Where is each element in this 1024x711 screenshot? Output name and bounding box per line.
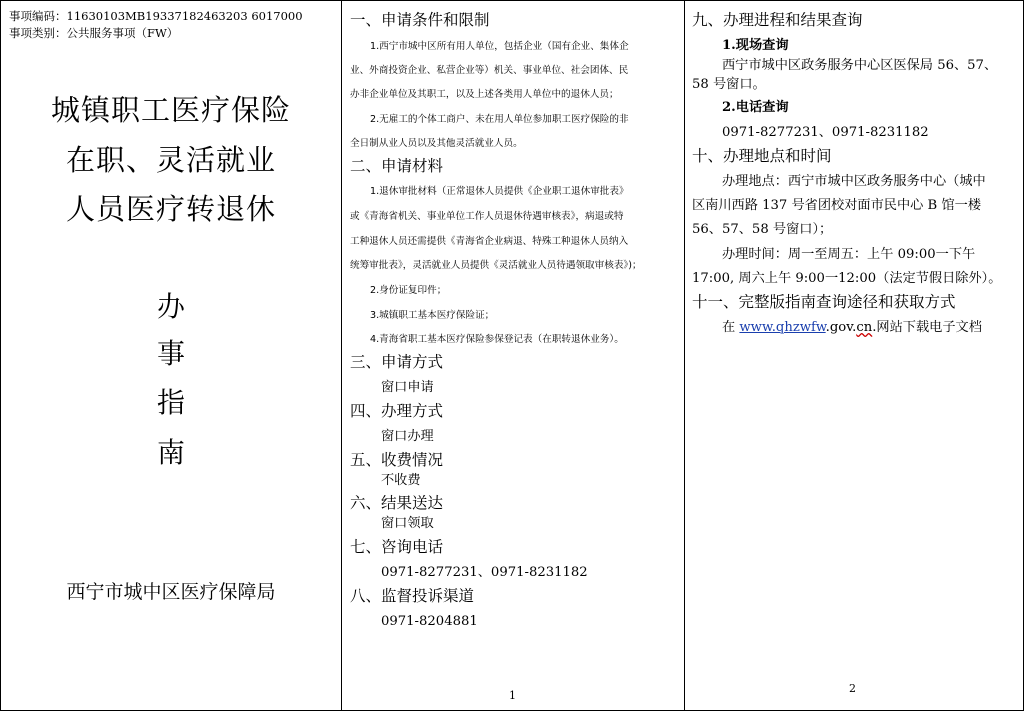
s10-line-2: 区南川西路 137 号省团校对面市民中心 B 馆一楼 xyxy=(692,198,982,213)
item-type-value: 公共服务事项（FW） xyxy=(66,26,179,40)
column-divider-2 xyxy=(684,1,685,710)
guide-char-2: 事 xyxy=(156,337,185,370)
guide-char-4: 南 xyxy=(156,436,185,469)
s2-line-1: 1.退休审批材料（正常退休人员提供《企业职工退休审批表》 xyxy=(370,186,629,197)
s9-sub1-title: 1.现场查询 xyxy=(722,38,789,53)
s10-line-3: 56、57、58 号窗口）； xyxy=(692,222,833,237)
title-line-3: 人员医疗转退休 xyxy=(65,192,276,226)
item-type-line xyxy=(9,26,178,40)
section-8-title: 八、监督投诉渠道 xyxy=(350,587,475,605)
item-type-label: 事项类别： xyxy=(9,26,67,40)
s2-line-3: 工种退休人员还需提供《青海省企业病退、特殊工种退休人员纳入 xyxy=(350,236,629,247)
s11-cn: cn xyxy=(856,320,873,335)
s11-suffix: .网站下载电子文档 xyxy=(872,320,982,335)
page-number-2: 2 xyxy=(849,682,856,695)
item-code-line xyxy=(9,9,303,23)
s10-line-5: 17:00, 周六上午 9:00一12:00（法定节假日除外）。 xyxy=(692,271,1002,286)
s11-body xyxy=(722,320,982,335)
guide-char-1: 办 xyxy=(156,290,185,323)
s9-sub2-title: 2.电话查询 xyxy=(722,100,789,115)
section-10-title: 十、办理地点和时间 xyxy=(692,147,832,165)
s9-sub1-line-1: 西宁市城中区政务服务中心区医保局 56、57、 xyxy=(722,58,998,73)
section-9-title: 九、办理进程和结果查询 xyxy=(692,11,863,29)
section-11-title: 十一、完整版指南查询途径和获取方式 xyxy=(692,293,956,311)
guide-char-3: 指 xyxy=(156,386,185,419)
section-5-title: 五、收费情况 xyxy=(350,451,444,469)
s1-line-3: 办非企业单位及其职工，以及上述各类用人单位中的退休人员； xyxy=(350,89,619,100)
s6-body: 窗口领取 xyxy=(381,516,434,531)
s4-body: 窗口办理 xyxy=(381,429,434,444)
s10-line-1: 办理地点：西宁市城中区政务服务中心（城中 xyxy=(722,174,986,189)
s1-line-1: 1.西宁市城中区所有用人单位，包括企业（国有企业、集体企 xyxy=(370,41,629,52)
item-code-label: 事项编码： xyxy=(9,9,67,23)
column-divider-1 xyxy=(341,1,342,710)
s11-prefix: 在 xyxy=(722,320,740,335)
authority-name: 西宁市城中区医疗保障局 xyxy=(66,581,276,603)
s5-body: 不收费 xyxy=(381,473,421,488)
website-link[interactable]: www.qhzwfw xyxy=(739,320,826,335)
s1-line-2: 业、外商投资企业、私营企业等）机关、事业单位、社会团体、民 xyxy=(350,65,629,76)
s2-line-6: 3.城镇职工基本医疗保险证； xyxy=(370,310,495,321)
s9-sub1-line-2: 58 号窗口。 xyxy=(692,77,766,92)
s8-body: 0971-8204881 xyxy=(381,614,478,629)
section-7-title: 七、咨询电话 xyxy=(350,538,444,556)
section-1-title: 一、申请条件和限制 xyxy=(350,11,490,29)
s1-line-5: 全日制从业人员以及其他灵活就业人员。 xyxy=(350,138,523,149)
s3-body: 窗口申请 xyxy=(381,380,434,395)
s11-domain: .gov. xyxy=(825,320,857,335)
s1-line-4: 2.无雇工的个体工商户、未在用人单位参加职工医疗保险的非 xyxy=(370,114,629,125)
s10-line-4: 办理时间：周一至周五：上午 09:00一下午 xyxy=(722,247,976,262)
s9-sub2-body: 0971-8277231、0971-8231182 xyxy=(722,125,929,140)
section-3-title: 三、申请方式 xyxy=(350,353,444,371)
s7-body: 0971-8277231、0971-8231182 xyxy=(381,565,588,580)
page-number-1: 1 xyxy=(509,689,516,702)
section-2-title: 二、申请材料 xyxy=(350,157,444,175)
s2-line-4: 统筹审批表》，灵活就业人员提供《灵活就业人员待遇领取审核表》)； xyxy=(350,260,642,271)
s2-line-7: 4.青海省职工基本医疗保险参保登记表（在职转退休业务）。 xyxy=(370,334,624,345)
s2-line-5: 2.身份证复印件； xyxy=(370,285,447,296)
title-line-1: 城镇职工医疗保险 xyxy=(50,93,291,127)
section-6-title: 六、结果送达 xyxy=(350,494,444,512)
title-line-2: 在职、灵活就业 xyxy=(65,143,276,177)
section-4-title: 四、办理方式 xyxy=(350,402,444,420)
s2-line-2: 或《青海省机关、事业单位工作人员退休待遇审核表》，病退或特 xyxy=(350,211,624,222)
item-code-value: 11630103MB19337182463203 6017000 xyxy=(66,9,303,23)
